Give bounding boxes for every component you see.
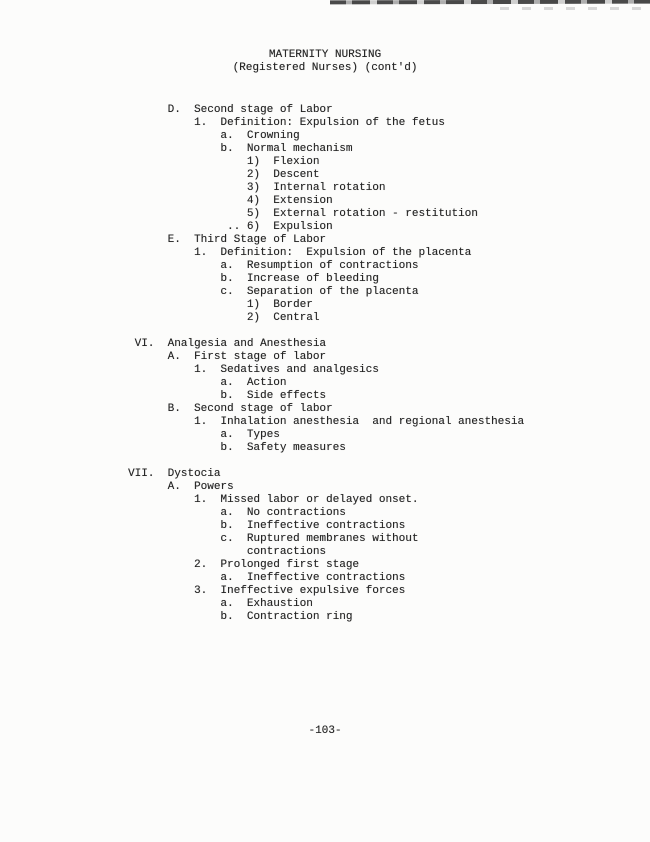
outline-line: a. Types	[128, 429, 280, 441]
title-line-2: (Registered Nurses) (cont'd)	[232, 62, 418, 74]
outline-line: 1. Sedatives and analgesics	[128, 364, 379, 376]
outline-line: b. Normal mechanism	[128, 143, 353, 155]
outline	[128, 104, 524, 624]
document-title	[0, 49, 650, 75]
outline-line	[128, 455, 524, 468]
outline-line: A. First stage of labor	[128, 351, 327, 363]
outline-line: 1. Inhalation anesthesia and regional anesthesia	[128, 416, 525, 428]
outline-line: b. Safety measures	[128, 442, 346, 454]
outline-line: 5) External rotation - restitution	[128, 208, 478, 220]
outline-line: .. 6) Expulsion	[128, 221, 333, 233]
outline-line: VI. Analgesia and Anesthesia	[128, 338, 327, 350]
outline-line: a. Exhaustion	[128, 598, 313, 610]
title-line-1: MATERNITY NURSING	[268, 49, 382, 61]
outline-line: contractions	[128, 546, 327, 558]
outline-line: 2. Prolonged first stage	[128, 559, 360, 571]
outline-line: a. No contractions	[128, 507, 346, 519]
outline-line: 1. Missed labor or delayed onset.	[128, 494, 419, 506]
outline-line: a. Ineffective contractions	[128, 572, 406, 584]
page-number: -103-	[308, 725, 342, 737]
outline-line: b. Ineffective contractions	[128, 520, 406, 532]
outline-line: a. Crowning	[128, 130, 300, 142]
scan-artifact-top-streak	[330, 0, 650, 4]
outline-line: 1) Flexion	[128, 156, 320, 168]
outline-line: b. Side effects	[128, 390, 327, 402]
outline-line: 1. Definition: Expulsion of the fetus	[128, 117, 445, 129]
outline-line: B. Second stage of labor	[128, 403, 333, 415]
outline-line: 4) Extension	[128, 195, 333, 207]
outline-line	[128, 325, 524, 338]
outline-line: b. Increase of bleeding	[128, 273, 379, 285]
outline-line: c. Separation of the placenta	[128, 286, 419, 298]
outline-line: 2) Central	[128, 312, 320, 324]
outline-line: a. Action	[128, 377, 287, 389]
outline-line: 3) Internal rotation	[128, 182, 386, 194]
outline-line: VII. Dystocia	[128, 468, 221, 480]
outline-line: 1. Definition: Expulsion of the placenta	[128, 247, 472, 259]
outline-line: 3. Ineffective expulsive forces	[128, 585, 406, 597]
outline-line: A. Powers	[128, 481, 234, 493]
scan-artifact-dashes	[500, 7, 648, 10]
outline-line: E. Third Stage of Labor	[128, 234, 327, 246]
outline-line: 1) Border	[128, 299, 313, 311]
outline-line: 2) Descent	[128, 169, 320, 181]
outline-line: a. Resumption of contractions	[128, 260, 419, 272]
outline-line: b. Contraction ring	[128, 611, 353, 623]
outline-line: c. Ruptured membranes without	[128, 533, 419, 545]
outline-line: D. Second stage of Labor	[128, 104, 333, 116]
